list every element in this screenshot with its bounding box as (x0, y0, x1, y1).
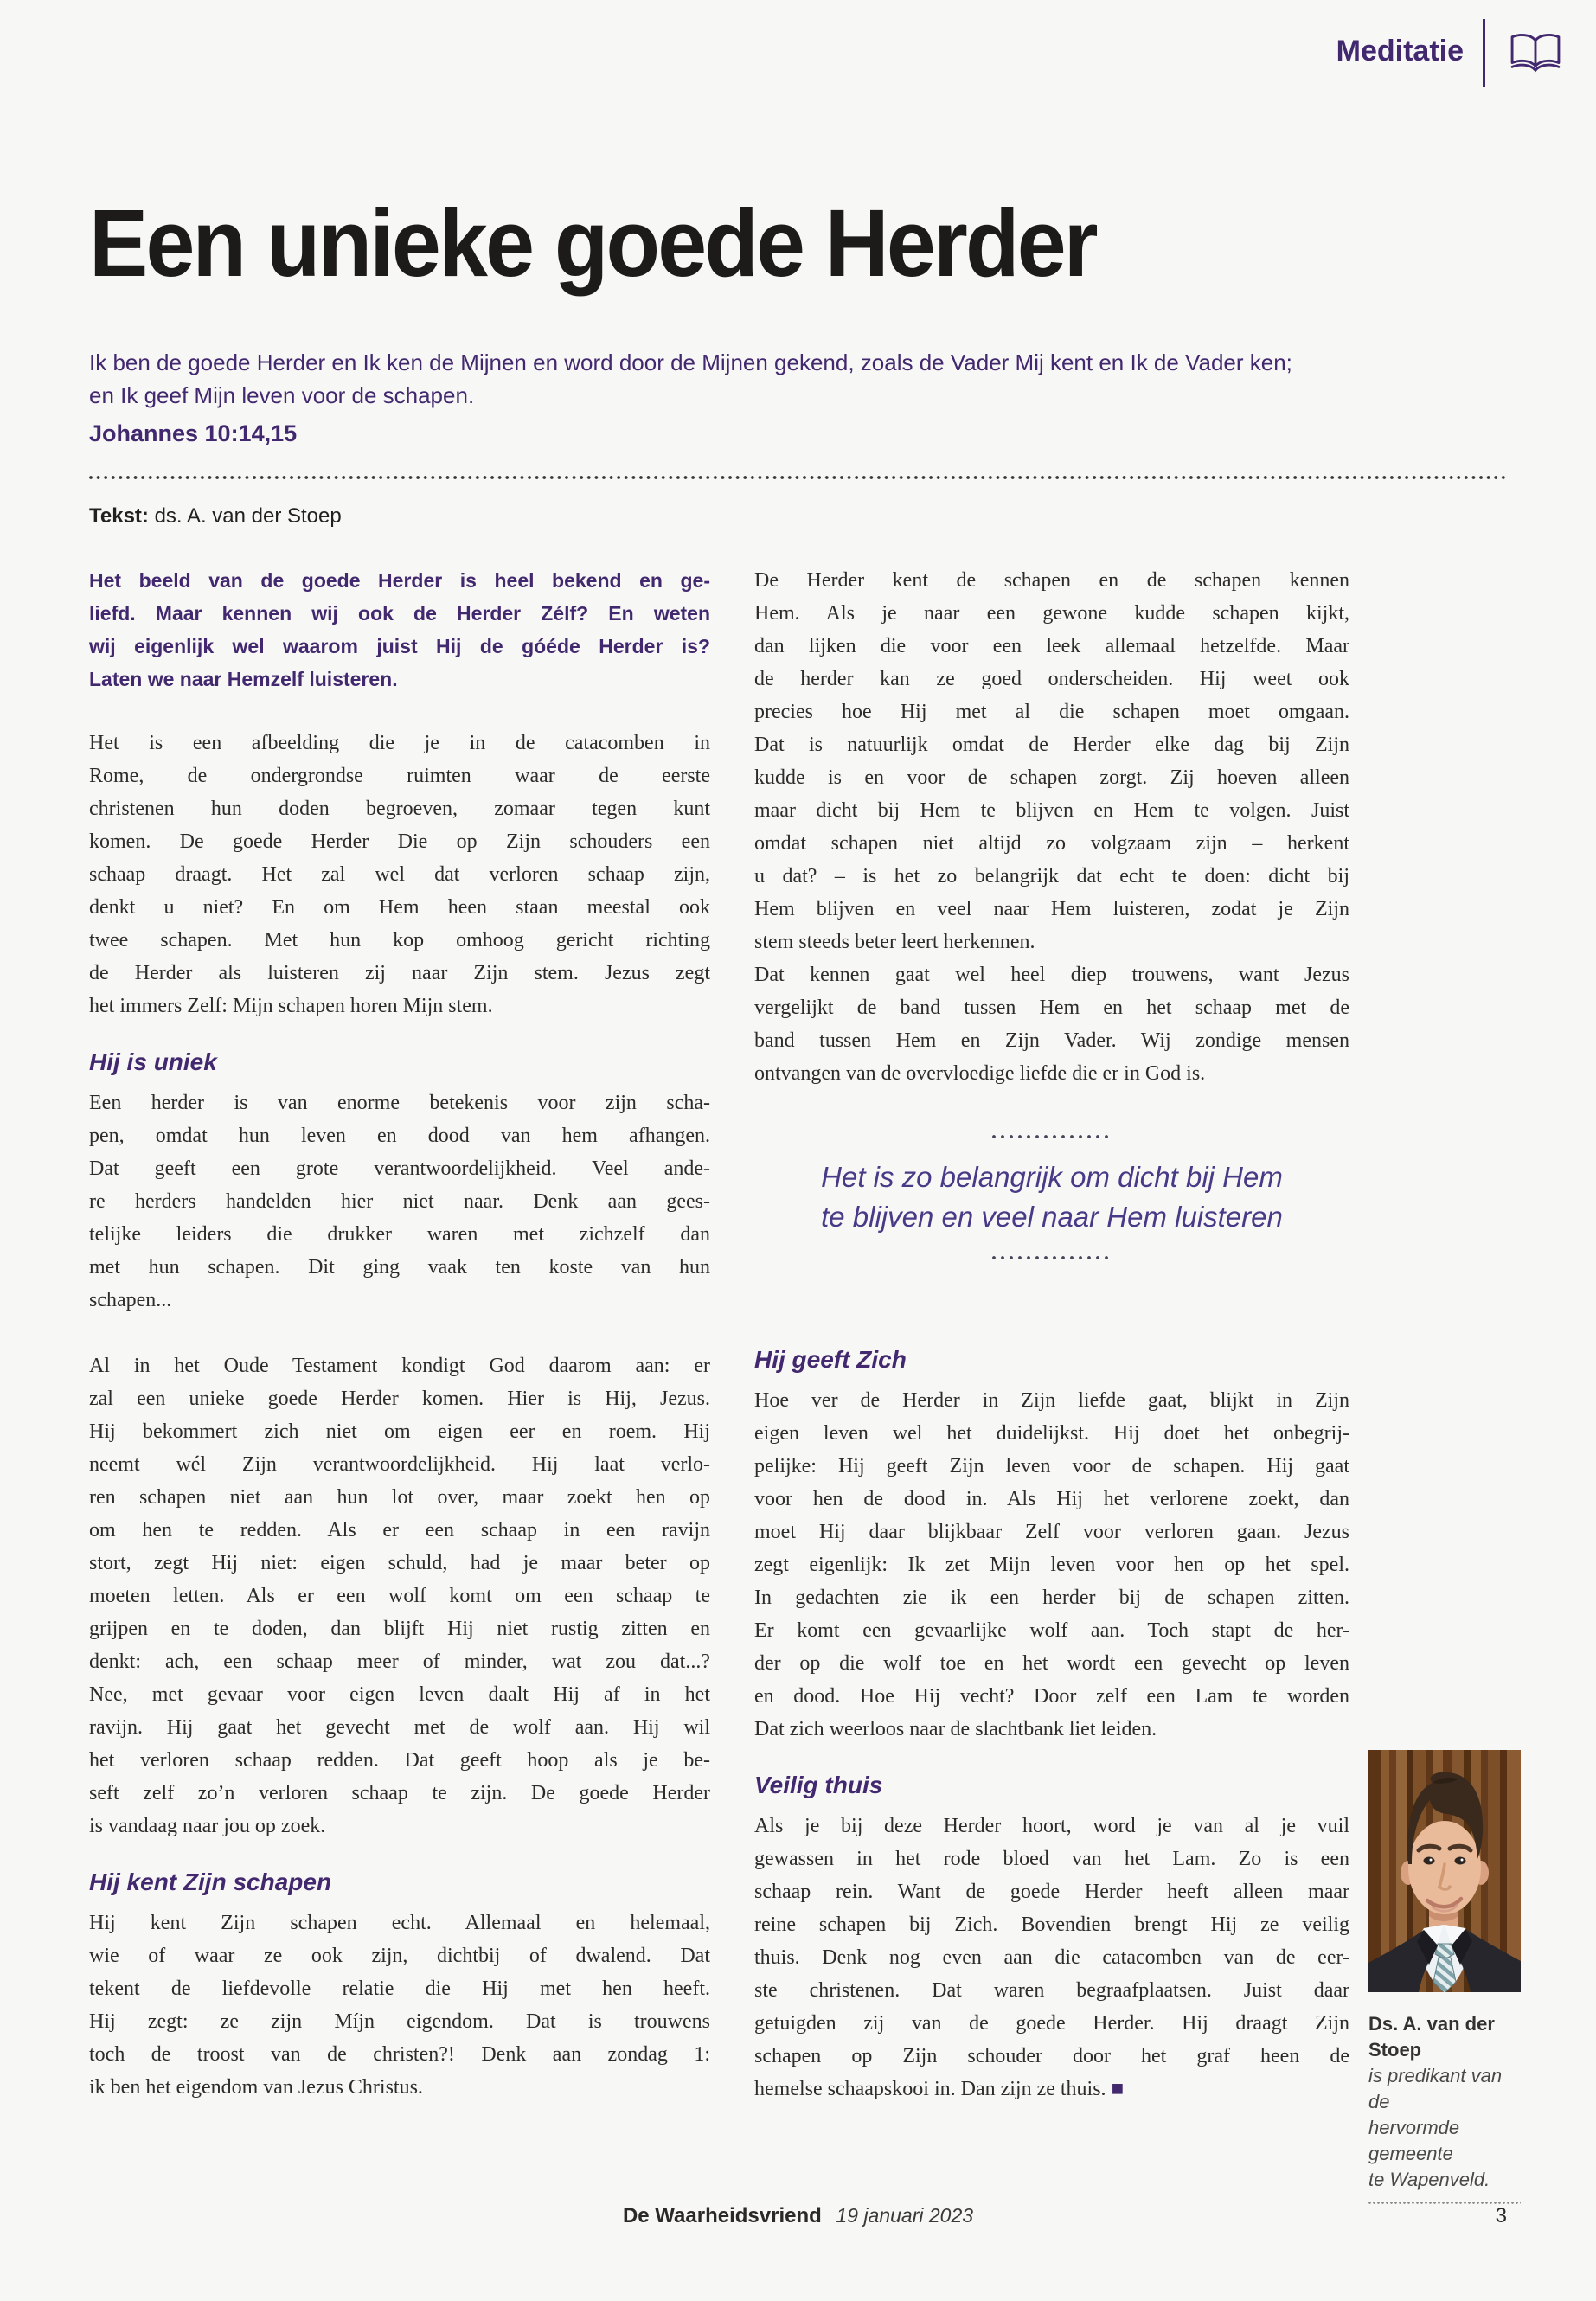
author-role: is predikant van de hervormde gemeente te Wapenveld. (1368, 2065, 1503, 2190)
body-paragraph: Het is een afbeelding die je in de catacomben in Rome, de ondergrondse ruimten waar de eerste christenen hun doden begroeven, zomaar tegen kunt komen. De goede Herder Die op Zijn schouders een schaap draagt. Het zal wel dat verloren schaap zijn, denkt u niet? En om Hem heen staan meestal ook twee schapen. Met hun kop omhoog gericht richting de Herder als luisteren zij naar Zijn stem. Jezus zegt het immers Zelf: Mijn schapen horen Mijn stem. (89, 732, 710, 1017)
byline (89, 504, 342, 529)
section-heading-veilig-thuis: Veilig thuis (754, 1772, 883, 1798)
lede-text: Ik ben de goede Herder en Ik ken de Mijnen en word door de Mijnen gekend, zoals de Vader Mij kent en Ik de Vader ken; en Ik geef Mijn leven voor de schapen. (89, 349, 1292, 408)
body-paragraph: Als je bij deze Herder hoort, word je van al je vuil gewassen in het rode bloed van het Lam. Zo is een schaap rein. Want de goede Herder heeft alleen maar reine schapen bij Zich. Bovendien brengt Hij ze veilig thuis. Denk nog even aan die catacomben van de eer- ste christenen. Dat waren begraafplaatsen. Juist daar getuigden zij van de goede Herder. Hij draagt Zijn schapen op Zijn schouder door het graf heen de hemelse schaapskooi in. Dan zijn ze thuis. ■ (754, 1815, 1349, 2100)
author-photo (1368, 1750, 1521, 1992)
page-number: 3 (1495, 2204, 1507, 2227)
scripture-reference: Johannes 10:14,15 (89, 420, 298, 446)
author-name: Ds. A. van der Stoep (1368, 2013, 1495, 2061)
body-paragraph: Dat kennen gaat wel heel diep trouwens, want Jezus vergelijkt de band tussen Hem en het schaap met de band tussen Hem en Zijn Vader. Wij zondige mensen ontvangen van de overvloedige liefde die er in God is. (754, 964, 1349, 1085)
byline-name: ds. A. van der Stoep (154, 504, 342, 528)
pull-quote-dots-bottom (992, 1256, 1112, 1259)
open-book-icon (1509, 31, 1562, 79)
section-heading-hij-is-uniek: Hij is uniek (89, 1048, 217, 1075)
author-caption (1368, 2011, 1521, 2204)
body-paragraph: Een herder is van enorme betekenis voor zijn scha- pen, omdat hun leven en dood van hem afhangen. Dat geeft een grote verantwoordelijkheid. Veel ande- re herders handelden hier niet naar. Denk aan gees- telijke leiders die drukker waren met zichzelf dan met hun schapen. Dit ging vaak ten koste van hun schapen... (89, 1092, 710, 1311)
article-title: Een unieke goede Herder (89, 190, 1096, 297)
issue-date: 19 januari 2023 (836, 2204, 974, 2227)
page-footer (89, 2204, 1507, 2228)
section-heading-hij-kent-zijn-schapen: Hij kent Zijn schapen (89, 1868, 332, 1895)
pull-quote-dots-top (992, 1135, 1112, 1138)
category-label: Meditatie (1336, 35, 1464, 67)
body-paragraph: Al in het Oude Testament kondigt God daarom aan: er zal een unieke goede Herder komen. Hier is Hij, Jezus. Hij bekommert zich niet om eigen eer en roem. Hij neemt wél Zijn verantwoordelijkheid. Hij laat verlo- ren schapen niet aan hun lot over, maar zoekt hen op om hen te redden. Als er een schaap in een ravijn stort, zegt Hij niet: eigen schuld, had je maar beter op moeten letten. Als er een wolf komt om een schaap te grijpen en te doden, dan blijft Hij niet rustig zitten en denkt: ach, een schaap meer of minder, wat zou dat...? Nee, met gevaar voor eigen leven daalt Hij af in het ravijn. Hij gaat het gevecht met de wolf aan. Hij wil het verloren schaap redden. Dat geeft hoop als je be- seft zelf zo’n verloren schaap te zijn. De goede Herder is vandaag naar jou op zoek. (89, 1355, 710, 1837)
pull-quote (754, 1135, 1349, 1259)
right-column (754, 564, 1349, 2106)
portrait-illustration (1368, 1750, 1521, 1992)
header-divider (1483, 19, 1485, 87)
section-heading-hij-geeft-zich: Hij geeft Zich (754, 1346, 907, 1373)
intro-paragraph: Het beeld van de goede Herder is heel bekend en ge- liefd. Maar kennen wij ook de Herder Zélf? En weten wij eigenlijk wel waarom juist Hij de góéde Herder is? Laten we naar Hemzelf luisteren. (89, 569, 710, 690)
body-paragraph: De Herder kent de schapen en de schapen kennen Hem. Als je naar een gewone kudde schapen kijkt, dan lijken die voor een leek allemaal hetzelfde. Maar de herder kan ze goed onderscheiden. Hij weet ook precies hoe Hij met al die schapen moet omgaan. Dat is natuurlijk omdat de Herder elke dag bij Zijn kudde is en voor de schapen zorgt. Zij hoeven alleen maar dicht bij Hem te blijven en Hem te volgen. Juist omdat schapen niet altijd zo volgzaam zijn – herkent u dat? – is het zo belangrijk dat echt te doen: dicht bij Hem blijven en veel naar Hem luisteren, zodat je Zijn stem steeds beter leert herkennen. (754, 569, 1349, 953)
pull-quote-text: Het is zo belangrijk om dicht bij Hem te blijven en veel naar Hem luisteren (821, 1161, 1283, 1233)
left-column (89, 564, 710, 2104)
body-paragraph: Hoe ver de Herder in Zijn liefde gaat, blijkt in Zijn eigen leven wel het duidelijkst. Hij doet het onbegrij- pelijke: Hij geeft Zijn leven voor de schapen. Hij gaat voor hen de dood in. Als Hij het verlorene zoekt, dan moet Hij daar blijkbaar Zelf voor verloren gaan. Jezus zegt eigenlijk: Ik zet Mijn leven voor hen op het spel. In gedachten zie ik een herder bij de schapen zitten. Er komt een gevaarlijke wolf aan. Toch stapt de her- der op die wolf toe en het wordt een gevecht op leven en dood. Hoe Hij vecht? Door zelf een Lam te worden Dat zich weerloos naar de slachtbank liet leiden. (754, 1389, 1349, 1740)
byline-label: Tekst: (89, 504, 149, 528)
dotted-separator (89, 476, 1507, 479)
body-paragraph: Hij kent Zijn schapen echt. Allemaal en helemaal, wie of waar ze ook zijn, dichtbij of dwalend. Dat tekent de liefdevolle relatie die Hij met hen heeft. Hij zegt: ze zijn Míjn eigendom. Dat is trouwens toch de troost van de christen?! Denk aan zondag 1: ik ben het eigendom van Jezus Christus. (89, 1912, 710, 2099)
magazine-name: De Waarheidsvriend (622, 2204, 822, 2227)
